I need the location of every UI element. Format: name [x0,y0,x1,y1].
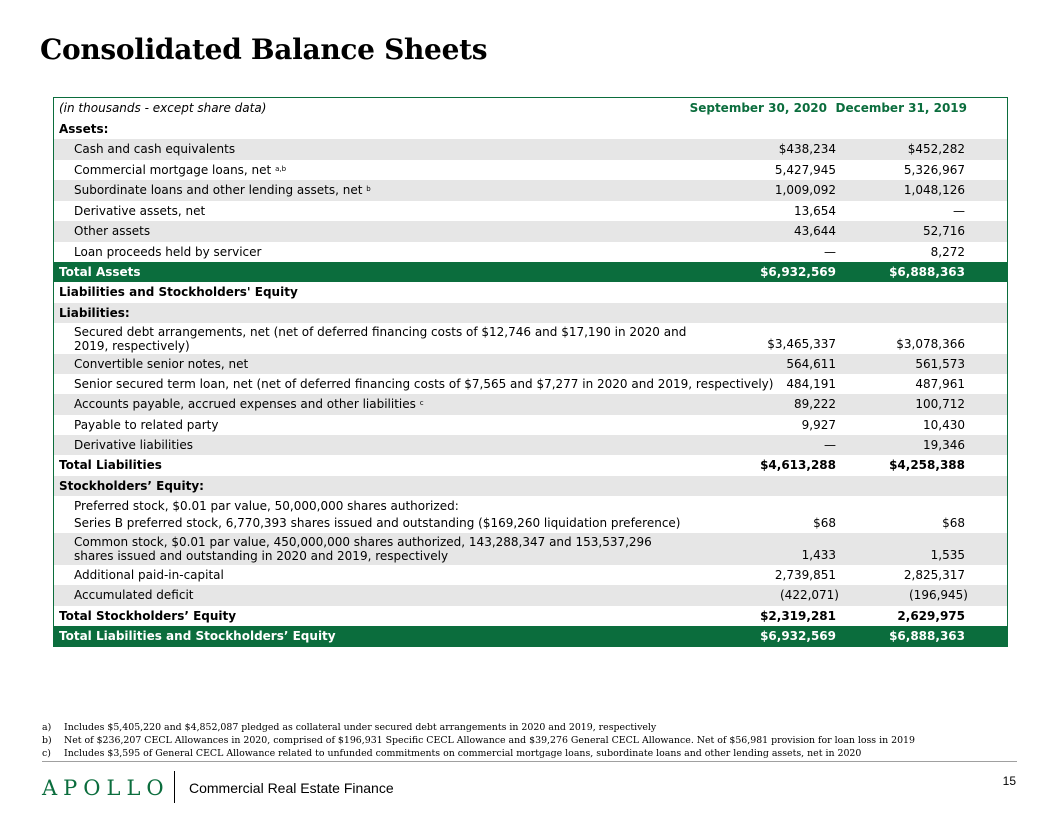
value-2019: — [953,204,965,218]
footnote-text: Includes $5,405,220 and $4,852,087 pledged as collateral under secured debt arrangements in 2020 and 2019, respectively [64,722,657,733]
row-label [74,183,371,197]
value-2020: $2,319,281 [760,609,836,623]
value-2019: (196,945) [909,588,968,602]
table-row [54,533,1007,565]
footnote-c [42,747,915,760]
value-2019: 52,716 [923,224,965,238]
value-2019: 8,272 [930,245,965,259]
value-2019: 5,326,967 [903,163,965,177]
total-row-equity [54,606,1007,626]
table-row [54,585,1007,606]
total-row-liabilities [54,455,1007,476]
table-row [54,496,1007,513]
value-2020: $3,465,337 [767,337,836,351]
units-note: (in thousands - except share data) [59,101,267,115]
row-label [74,163,286,177]
row-label-text: Commercial mortgage loans, net [74,163,272,177]
column-header-2019: December 31, 2019 [835,101,967,115]
footnote-ref: b [366,185,371,193]
footer-subtitle: Commercial Real Estate Finance [189,780,394,796]
table-header-row [54,98,1007,119]
value-2020: 5,427,945 [774,163,836,177]
table-row [54,201,1007,221]
value-2020: (422,071) [780,588,839,602]
footnote-marker: c) [42,748,51,759]
row-label: Stockholders’ Equity: [59,479,204,493]
footnote-a [42,721,915,734]
value-2020: 1,009,092 [774,183,836,197]
table-row [54,323,1007,354]
table-row [54,374,1007,394]
logo-separator [174,771,175,803]
apollo-logo: APOLLO [42,776,170,800]
value-2019: 487,961 [915,377,965,391]
row-label: Derivative assets, net [74,204,206,218]
section-header-liabilities-equity [54,282,1007,303]
total-row-assets [54,262,1007,282]
table-row [54,242,1007,262]
table-row [54,139,1007,160]
value-2020: 89,222 [794,397,836,411]
section-header-assets [54,119,1007,139]
page-number: 15 [1002,774,1016,788]
row-label: Common stock, $0.01 par value, 450,000,000 shares authorized, 143,288,347 and 153,537,296 shares issued and outstanding in 2020 and 2019, respectively [74,535,652,563]
table-row [54,180,1007,201]
value-2020: 564,611 [786,357,836,371]
value-2020: 1,433 [801,548,836,562]
value-2020: 43,644 [794,224,836,238]
row-label: Accumulated deficit [74,588,194,602]
column-header-2020: September 30, 2020 [689,101,827,115]
row-label: Total Assets [59,265,141,279]
value-2019: 1,048,126 [903,183,965,197]
row-label: Other assets [74,224,151,238]
row-label: Secured debt arrangements, net (net of deferred financing costs of $12,746 and $17,190 in 2020 and 2019, respectively) [74,325,687,353]
value-2020: 2,739,851 [774,568,836,582]
row-label-text: Accounts payable, accrued expenses and other liabilities [74,397,416,411]
value-2020: — [824,245,836,259]
value-2020: 13,654 [794,204,836,218]
value-2019: 2,825,317 [903,568,965,582]
table-row [54,354,1007,374]
row-label: Convertible senior notes, net [74,357,249,371]
table-row [54,415,1007,435]
value-2019: 561,573 [915,357,965,371]
value-2020: — [824,438,836,452]
value-2019: $452,282 [907,142,965,156]
row-label: Additional paid-in-capital [74,568,224,582]
row-label: Cash and cash equivalents [74,142,236,156]
row-label: Senior secured term loan, net (net of deferred financing costs of $7,565 and $7,277 in 2020 and 2019, respectively) [74,377,774,391]
table-row [54,221,1007,242]
row-label: Liabilities and Stockholders' Equity [59,285,298,299]
balance-sheet-table [53,97,1008,647]
table-row [54,565,1007,585]
value-2019: $6,888,363 [889,629,965,643]
value-2020: $6,932,569 [760,265,836,279]
value-2020: 9,927 [801,418,836,432]
row-label: Total Liabilities and Stockholders’ Equity [59,629,336,643]
value-2019: $3,078,366 [896,337,965,351]
row-label: Derivative liabilities [74,438,193,452]
value-2019: $4,258,388 [889,458,965,472]
row-label: Loan proceeds held by servicer [74,245,262,259]
row-label: Total Liabilities [59,458,162,472]
footnote-text: Includes $3,595 of General CECL Allowance related to unfunded commitments on commercial mortgage loans, subordinate loans and other lending assets, net in 2020 [64,748,862,759]
table-row [54,160,1007,180]
footnote-text: Net of $236,207 CECL Allowances in 2020, comprised of $196,931 Specific CECL Allowance and $39,276 General CECL Allowance. Net of $56,981 provision for loan loss in 2019 [64,735,915,746]
value-2019: $6,888,363 [889,265,965,279]
value-2019: 1,535 [930,548,965,562]
row-label: Liabilities: [59,306,130,320]
section-header-equity [54,476,1007,496]
row-label: Total Stockholders’ Equity [59,609,237,623]
row-label-text: Subordinate loans and other lending assets, net [74,183,363,197]
value-2020: 484,191 [786,377,836,391]
value-2020: $438,234 [778,142,836,156]
row-label: Preferred stock, $0.01 par value, 50,000,000 shares authorized: [74,499,459,513]
footnote-ref: c [419,399,424,407]
table-row [54,513,1007,533]
value-2019: 10,430 [923,418,965,432]
value-2020: $4,613,288 [760,458,836,472]
footer-divider [42,761,1017,762]
row-label [74,397,424,411]
section-header-liabilities [54,303,1007,323]
row-label: Series B preferred stock, 6,770,393 shares issued and outstanding ($169,260 liquidation preference) [74,516,681,530]
value-2019: 2,629,975 [897,609,965,623]
row-label: Assets: [59,122,109,136]
table-row [54,435,1007,455]
value-2019: $68 [942,516,965,530]
footnote-marker: b) [42,735,52,746]
page-title: Consolidated Balance Sheets [40,33,488,66]
footnotes [42,721,915,760]
table-row [54,394,1007,415]
footnote-marker: a) [42,722,52,733]
row-label: Payable to related party [74,418,219,432]
value-2019: 19,346 [923,438,965,452]
footnote-ref: a,b [275,165,287,173]
footnote-b [42,734,915,747]
value-2020: $6,932,569 [760,629,836,643]
value-2019: 100,712 [915,397,965,411]
value-2020: $68 [813,516,836,530]
total-row-liabilities-equity [54,626,1007,646]
